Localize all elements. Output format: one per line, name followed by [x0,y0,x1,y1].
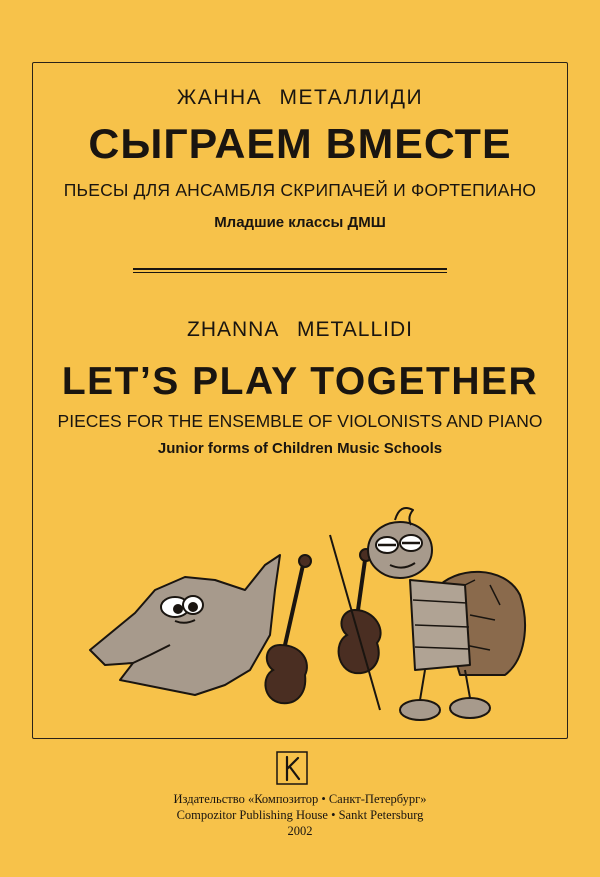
dinosaur-figure [90,555,280,695]
publisher-k-logo-icon [276,751,308,785]
publication-year: 2002 [287,824,313,838]
subtitle-en: PIECES FOR THE ENSEMBLE OF VIOLONISTS AND PIANO [57,411,543,431]
publisher-line-en: Compozitor Publishing House • Sankt Petersburg [176,808,424,822]
grade-en: Junior forms of Children Music Schools [157,440,443,457]
author-name-en: ZHANNA METALLIDI [187,318,413,341]
turtle-figure [368,508,525,720]
author-name-ru: ЖАННА МЕТАЛЛИДИ [176,86,424,109]
grade-ru: Младшие классы ДМШ [214,214,386,231]
title-en: LET’S PLAY TOGETHER [61,360,539,403]
title-ru: СЫГРАЕМ ВМЕСТЕ [88,120,512,167]
publisher-line-ru: Издательство «Композитор • Санкт-Петербург» [173,792,427,806]
subtitle-ru: ПЬЕСЫ ДЛЯ АНСАМБЛЯ СКРИПАЧЕЙ И ФОРТЕПИАНО [63,180,537,200]
divider-rule [133,268,447,273]
cartoon-dinosaur-turtle-violins-icon [75,495,535,735]
